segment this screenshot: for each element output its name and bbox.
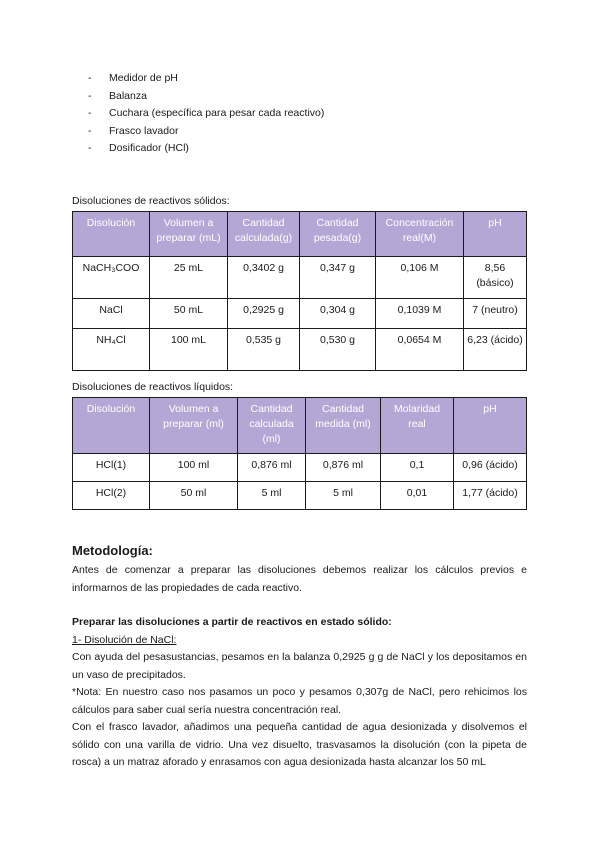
table-cell: 50 ml [150, 482, 238, 510]
table-cell: 6,23 (ácido) [464, 329, 527, 371]
table-cell: 5 ml [238, 482, 306, 510]
list-item: - Cuchara (específica para pesar cada reactivo) [88, 105, 324, 123]
column-header: Disolución [73, 398, 150, 454]
table-cell: 7 (neutro) [464, 299, 527, 329]
section-heading: Metodología: [72, 543, 153, 558]
table-header-row [73, 212, 527, 257]
table-row [73, 329, 527, 371]
paragraph: Con ayuda del pesasustancias, pesamos en la balanza 0,2925 g g de NaCl y los depositamos en un vaso de precipitados. [72, 651, 527, 681]
paragraph: Con el frasco lavador, añadimos una pequeña cantidad de agua desionizada y disolvemos el sólido con una varilla de vidrio. Una vez disuelto, trasvasamos la disolución (con la pipeta de rosca) a un matraz aforado y enrasamos con agua desionizada hasta alcanzar los 50 mL [72, 721, 527, 768]
table-cell: 5 ml [306, 482, 381, 510]
table-cell: 0,876 ml [238, 454, 306, 482]
column-header: Volumen a preparar (mL) [150, 212, 228, 257]
column-header: Cantidad calculada (ml) [238, 398, 306, 454]
table-cell: 25 mL [150, 257, 228, 299]
table-cell: 100 ml [150, 454, 238, 482]
column-header: Volumen a preparar (ml) [150, 398, 238, 454]
table-cell: NaCl [73, 299, 150, 329]
table-cell: 0,530 g [300, 329, 376, 371]
table-cell: HCl(2) [73, 482, 150, 510]
subheading: Preparar las disoluciones a partir de reactivos en estado sólido: [72, 616, 392, 628]
methodology-body [72, 614, 527, 772]
column-header: Cantidad calculada(g) [228, 212, 300, 257]
list-item-text: Cuchara (específica para pesar cada reactivo) [109, 107, 325, 119]
column-header: Concentración real(M) [376, 212, 464, 257]
table-cell: NH₄Cl [73, 329, 150, 371]
column-header: pH [454, 398, 527, 454]
table-row [73, 454, 527, 482]
table-cell: 0,106 M [376, 257, 464, 299]
table-cell: 1,77 (ácido) [454, 482, 527, 510]
list-item: - Dosificador (HCl) [88, 140, 324, 158]
column-header: Disolución [73, 212, 150, 257]
methodology-intro [72, 562, 527, 597]
step-title: 1- Disolución de NaCl: [72, 633, 177, 646]
table-header-row [73, 398, 527, 454]
list-item: - Frasco lavador [88, 123, 324, 141]
table-cell: NaCH₃COO [73, 257, 150, 299]
list-item-text: Balanza [109, 89, 147, 102]
list-item-text: Medidor de pH [109, 72, 178, 84]
materials-list [88, 70, 324, 158]
table-cell: 0,1039 M [376, 299, 464, 329]
table-cell: 0,3402 g [228, 257, 300, 299]
solid-reagents-table [72, 211, 527, 371]
table-cell: 0,0654 M [376, 329, 464, 371]
list-item-text: Dosificador (HCl) [109, 142, 189, 154]
table-row [73, 482, 527, 510]
table-cell: HCl(1) [73, 454, 150, 482]
table-cell: 0,01 [381, 482, 454, 510]
liquid-reagents-table [72, 397, 527, 510]
table-cell: 0,2925 g [228, 299, 300, 329]
column-header: Molaridad real [381, 398, 454, 454]
column-header: Cantidad medida (ml) [306, 398, 381, 454]
table-row [73, 299, 527, 329]
list-item-text: Frasco lavador [109, 124, 179, 137]
table-cell: 0,304 g [300, 299, 376, 329]
table-cell: 100 mL [150, 329, 228, 371]
list-item: - Balanza [88, 88, 324, 106]
table-cell: 8,56 (básico) [464, 257, 527, 299]
note-paragraph: *Nota: En nuestro caso nos pasamos un poco y pesamos 0,307g de NaCl, pero rehicimos los cálculos para saber cual sería nuestra concentración real. [72, 686, 527, 716]
list-item: - Medidor de pH [88, 70, 324, 88]
table-cell: 0,1 [381, 454, 454, 482]
table-cell: 0,876 ml [306, 454, 381, 482]
table-cell: 0,535 g [228, 329, 300, 371]
table-cell: 50 mL [150, 299, 228, 329]
column-header: Cantidad pesada(g) [300, 212, 376, 257]
column-header: pH [464, 212, 527, 257]
liquid-table-caption: Disoluciones de reactivos líquidos: [72, 381, 234, 393]
solid-table-caption: Disoluciones de reactivos sólidos: [72, 195, 230, 207]
table-cell: 0,347 g [300, 257, 376, 299]
table-row [73, 257, 527, 299]
paragraph: Antes de comenzar a preparar las disoluciones debemos realizar los cálculos previos e informarnos de las propiedades de cada reactivo. [72, 564, 527, 594]
table-cell: 0,96 (ácido) [454, 454, 527, 482]
